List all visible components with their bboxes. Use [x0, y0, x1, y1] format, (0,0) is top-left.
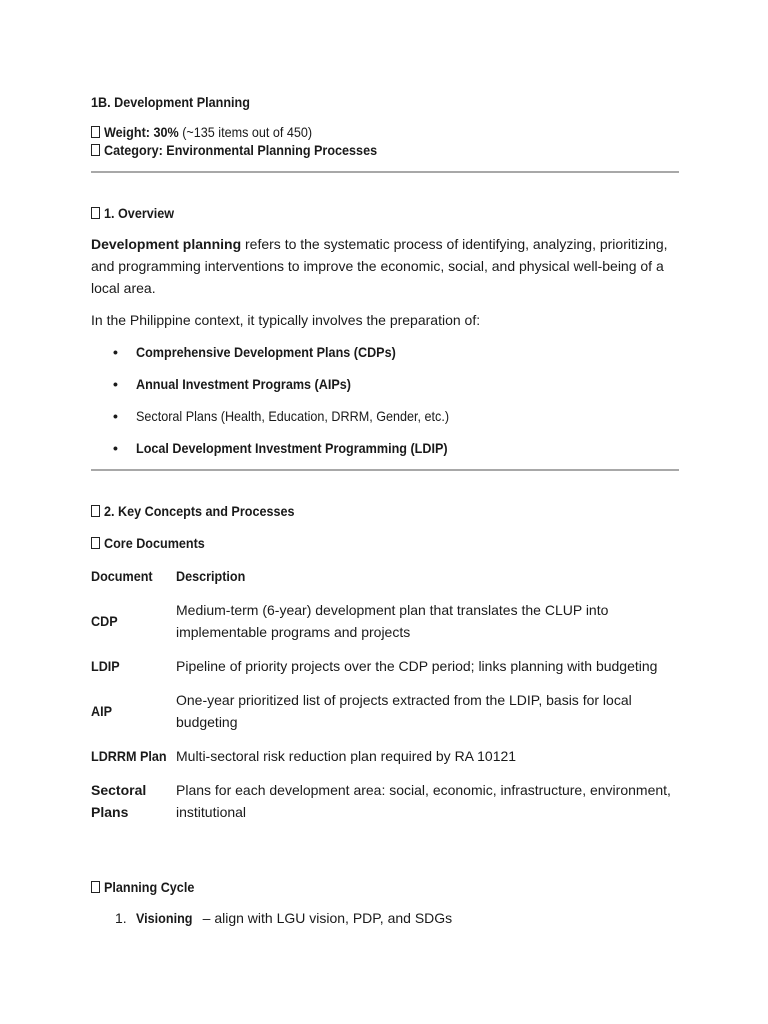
- missing-glyph-icon: [91, 144, 100, 156]
- table-row: [91, 739, 679, 773]
- table-row: [91, 773, 679, 829]
- weight-label: Weight: 30%: [104, 124, 179, 140]
- table-cell-description: Multi-sectoral risk reduction plan required by RA 10121: [176, 748, 517, 764]
- bullet-glyph: •: [113, 376, 118, 392]
- cycle-rest: – align with LGU vision, PDP, and SDGs: [202, 910, 453, 926]
- list-item: [91, 405, 679, 427]
- missing-glyph-icon: [91, 126, 100, 138]
- category-label: Category: Environmental Planning Processes: [104, 142, 378, 158]
- overview-intro: [91, 233, 679, 299]
- table-cell-document: [91, 593, 176, 649]
- key-concepts-heading: [91, 501, 679, 521]
- overview-list: [91, 341, 679, 459]
- list-number: 1.: [115, 910, 127, 926]
- intro-term: Development planning: [91, 236, 242, 252]
- missing-glyph-icon: [91, 881, 100, 893]
- table-row: [91, 649, 679, 683]
- list-item: [91, 437, 679, 459]
- table-row: [91, 593, 679, 649]
- weight-note: (~135 items out of 450): [182, 124, 313, 140]
- list-item-text: Comprehensive Development Plans (CDPs): [136, 344, 396, 360]
- list-item: [91, 373, 679, 395]
- table-header-row: [91, 559, 679, 593]
- table-cell-text: LDIP: [91, 658, 120, 674]
- core-docs-heading: [91, 533, 679, 553]
- table-cell-text: CDP: [91, 613, 118, 629]
- weight-text: [104, 124, 312, 140]
- core-documents-table: [91, 559, 679, 829]
- section-title-text: 1B. Development Planning: [91, 94, 250, 110]
- core-docs-heading-text: Core Documents: [104, 535, 205, 551]
- list-item-text: Annual Investment Programs (AIPs): [136, 376, 351, 392]
- bullet-glyph: •: [113, 344, 118, 360]
- table-header-document: [91, 559, 176, 593]
- divider: [91, 469, 679, 471]
- intro-rest: refers to the systematic process of identifying, analyzing, prioritizing, and programming interventions to improve the economic, social, and physical well-being of a local area.: [91, 236, 668, 296]
- table-cell-description: Pipeline of priority projects over the CDP period; links planning with budgeting: [176, 658, 658, 674]
- list-item: [91, 341, 679, 363]
- bullet-glyph: •: [113, 440, 118, 456]
- planning-cycle-list: [91, 907, 679, 929]
- missing-glyph-icon: [91, 537, 100, 549]
- table-cell-text: LDRRM Plan: [91, 748, 167, 764]
- table-cell-document: [91, 739, 176, 773]
- bullet-glyph: •: [113, 408, 118, 424]
- missing-glyph-icon: [91, 207, 100, 219]
- divider: [91, 171, 679, 173]
- table-row: [91, 683, 679, 739]
- table-cell-document: Sectoral Plans: [91, 782, 147, 820]
- table-cell-description: One-year prioritized list of projects extracted from the LDIP, basis for local budgeting: [176, 692, 632, 730]
- table-cell-document: [91, 649, 176, 683]
- overview-context: In the Philippine context, it typically involves the preparation of:: [91, 312, 481, 328]
- missing-glyph-icon: [91, 505, 100, 517]
- table-header-description: [176, 559, 679, 593]
- planning-cycle-heading-text: Planning Cycle: [104, 879, 195, 895]
- table-header-text: Document: [91, 568, 153, 584]
- table-cell-text: AIP: [91, 703, 113, 719]
- key-concepts-heading-text: 2. Key Concepts and Processes: [104, 503, 295, 519]
- category-line: [91, 142, 679, 158]
- list-item-text: Sectoral Plans (Health, Education, DRRM, Gender, etc.): [136, 408, 450, 424]
- document-content: [91, 92, 679, 929]
- overview-heading-text: 1. Overview: [104, 205, 175, 221]
- table-cell-document: [91, 683, 176, 739]
- cycle-term: Visioning: [136, 910, 193, 926]
- table-header-text: Description: [176, 568, 246, 584]
- list-item: [91, 907, 679, 929]
- table-cell-description: Plans for each development area: social, economic, infrastructure, environment, institutional: [176, 782, 671, 820]
- section-title: [91, 92, 679, 112]
- list-item-text: Local Development Investment Programming (LDIP): [136, 440, 448, 456]
- table-cell-description: Medium-term (6-year) development plan that translates the CLUP into implementable programs and projects: [176, 602, 609, 640]
- overview-heading: [91, 203, 679, 223]
- weight-line: [91, 124, 679, 140]
- planning-cycle-heading: [91, 877, 679, 897]
